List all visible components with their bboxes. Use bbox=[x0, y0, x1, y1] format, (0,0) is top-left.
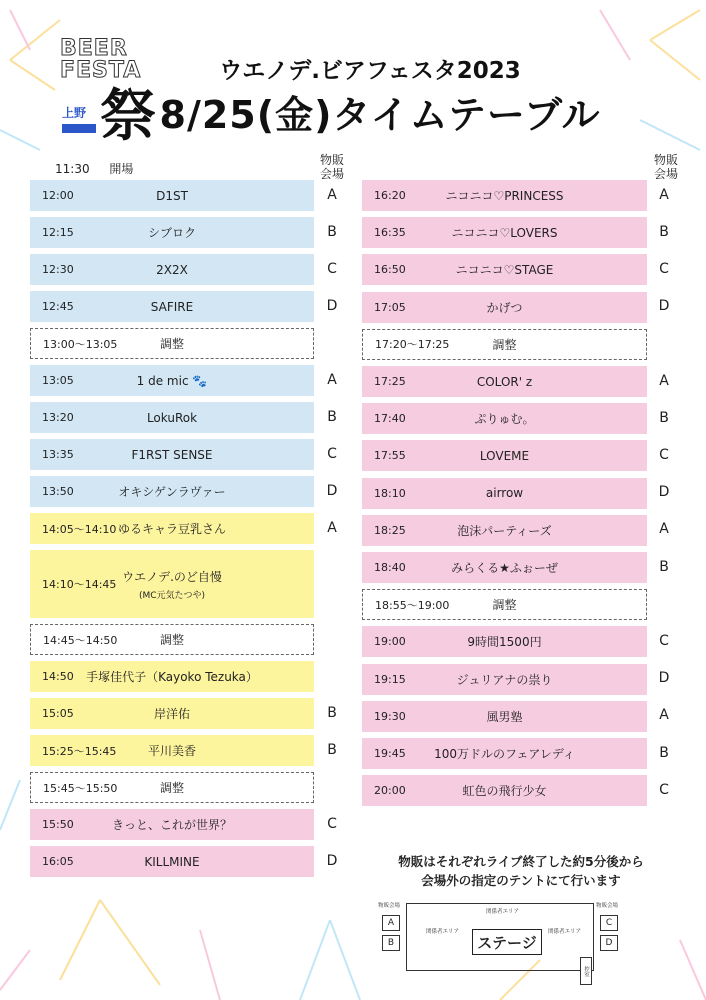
map-waiting-room: 控室 bbox=[580, 957, 592, 985]
performer-name: 調整 bbox=[159, 337, 184, 351]
timetable-title: 8/25(金)タイムテーブル bbox=[159, 93, 601, 137]
performer-name: 9時間1500円 bbox=[467, 635, 542, 650]
right-row bbox=[362, 775, 647, 806]
performer-name: かげつ bbox=[486, 300, 523, 315]
venue-letter: B bbox=[659, 744, 669, 761]
slot-time: 19:45 bbox=[374, 747, 406, 760]
venue-letter: A bbox=[327, 519, 337, 536]
slot-time: 17:55 bbox=[374, 449, 406, 463]
performer-name: 調整 bbox=[492, 337, 517, 352]
opening-label: 開場 bbox=[109, 162, 134, 176]
slot-time: 16:35 bbox=[374, 226, 406, 240]
right-row bbox=[362, 478, 647, 509]
right-row bbox=[362, 440, 647, 471]
venue-letter: D bbox=[658, 298, 670, 315]
performer-name: KILLMINE bbox=[144, 854, 200, 869]
slot-time: 14:50 bbox=[42, 670, 74, 683]
performer-name: D1ST bbox=[156, 188, 188, 203]
slot-time: 13:05 bbox=[42, 374, 74, 387]
left-row bbox=[30, 550, 314, 618]
left-row bbox=[30, 735, 314, 766]
venue-letter: C bbox=[659, 446, 669, 463]
performer-name: airrow bbox=[485, 486, 524, 501]
slot-time: 15:25〜15:45 bbox=[42, 744, 117, 758]
venue-letter: B bbox=[659, 223, 669, 240]
venue-letter: A bbox=[659, 186, 669, 203]
right-row bbox=[362, 217, 647, 248]
left-row bbox=[30, 217, 314, 248]
left-row bbox=[30, 254, 314, 285]
left-row bbox=[30, 772, 314, 803]
performer-name: 泡沫パーティーズ bbox=[457, 523, 552, 538]
right-row bbox=[362, 180, 647, 211]
slot-time: 18:25 bbox=[374, 523, 406, 537]
left-row bbox=[30, 365, 314, 396]
event-title: ウエノデ.ビアフェスタ2023 bbox=[219, 58, 521, 84]
performer-name: ゆるキャラ豆乳さん bbox=[117, 522, 226, 536]
venue-letter: D bbox=[658, 484, 670, 501]
beer-festa-logo bbox=[52, 36, 156, 149]
merch-notice: 物販はそれぞれライブ終了した約5分後から 会場外の指定のテントにて行います bbox=[398, 854, 644, 888]
performer-name: 2X2X bbox=[156, 262, 188, 277]
right-row bbox=[362, 403, 647, 434]
venue-letter: A bbox=[659, 707, 669, 724]
venue-letter: A bbox=[327, 186, 337, 203]
opening-row bbox=[55, 160, 149, 177]
slot-time: 20:00 bbox=[374, 784, 406, 798]
slot-time: 12:00 bbox=[42, 189, 74, 202]
right-row bbox=[362, 589, 647, 620]
performer-name: 1 de mic 🐾 bbox=[136, 373, 208, 388]
venue-letter: D bbox=[326, 482, 338, 499]
left-row bbox=[30, 180, 314, 211]
right-row bbox=[362, 626, 647, 657]
venue-letter: B bbox=[327, 704, 337, 721]
venue-map bbox=[376, 895, 686, 995]
venue-letter: D bbox=[658, 670, 670, 687]
map-staff-top: 関係者エリア bbox=[486, 909, 520, 915]
performer-name: 100万ドルのフェアレディ bbox=[434, 747, 575, 761]
right-row bbox=[362, 254, 647, 285]
performer-name: 調整 bbox=[159, 633, 184, 647]
right-row bbox=[362, 329, 647, 360]
map-stage: ステージ bbox=[472, 929, 542, 955]
slot-time: 18:55〜19:00 bbox=[375, 598, 450, 612]
left-row bbox=[30, 661, 314, 692]
map-venue-left-label: 物販会場 bbox=[378, 903, 401, 909]
logo-bar bbox=[62, 124, 96, 133]
performer-sub: (MC元気たつや) bbox=[138, 590, 206, 601]
left-row bbox=[30, 846, 314, 877]
slot-time: 17:25 bbox=[374, 375, 406, 388]
venue-letter: B bbox=[659, 409, 669, 426]
venue-letter: B bbox=[327, 223, 337, 240]
left-row bbox=[30, 439, 314, 470]
venue-letter: C bbox=[327, 815, 337, 832]
venue-letter: C bbox=[327, 445, 337, 462]
performer-name: ニコニコ♡LOVERS bbox=[451, 226, 558, 241]
slot-time: 13:35 bbox=[42, 448, 74, 461]
venue-letter: A bbox=[659, 521, 669, 538]
slot-time: 13:00〜13:05 bbox=[43, 337, 118, 351]
slot-time: 17:40 bbox=[374, 412, 406, 426]
performer-name: SAFIRE bbox=[150, 299, 194, 314]
slot-time: 12:15 bbox=[42, 226, 74, 239]
logo-kanji: 祭 bbox=[100, 83, 156, 149]
performer-name: ニコニコ♡PRINCESS bbox=[445, 189, 564, 203]
right-row bbox=[362, 701, 647, 732]
slot-time: 17:20〜17:25 bbox=[375, 338, 450, 352]
slot-time: 19:15 bbox=[374, 672, 406, 686]
performer-name: 風男塾 bbox=[486, 709, 523, 724]
performer-name: きっと、これが世界？ bbox=[111, 818, 232, 832]
map-staff-right: 関係者エリア bbox=[548, 929, 582, 935]
slot-time: 19:00 bbox=[374, 635, 406, 649]
right-row bbox=[362, 366, 647, 397]
performer-name: オキシゲンラヴァー bbox=[118, 485, 226, 499]
performer-name: 岸洋佑 bbox=[153, 707, 190, 721]
venue-letter: A bbox=[659, 372, 669, 389]
map-staff-left: 関係者エリア bbox=[426, 929, 460, 935]
performer-name: 平川美香 bbox=[147, 744, 196, 758]
slot-time: 12:45 bbox=[42, 300, 74, 313]
left-row bbox=[30, 624, 314, 655]
performer-name: 手塚佳代子（Kayoko Tezuka） bbox=[86, 670, 258, 684]
slot-time: 19:30 bbox=[374, 709, 406, 723]
venue-letter: B bbox=[659, 558, 669, 575]
slot-time: 16:05 bbox=[42, 855, 74, 868]
slot-time: 14:45〜14:50 bbox=[43, 633, 118, 647]
venue-header-right: 物販 会場 bbox=[654, 153, 679, 181]
slot-time: 16:20 bbox=[374, 189, 406, 202]
slot-time: 13:50 bbox=[42, 485, 74, 498]
slot-time: 15:05 bbox=[42, 707, 74, 720]
performer-name: シブロク bbox=[147, 226, 196, 240]
slot-time: 14:05〜14:10 bbox=[42, 522, 117, 536]
venue-letter: C bbox=[659, 632, 669, 649]
slot-time: 16:50 bbox=[374, 263, 406, 277]
left-row bbox=[30, 476, 314, 507]
venue-letter: B bbox=[327, 741, 337, 758]
left-row bbox=[30, 809, 314, 840]
right-row bbox=[362, 552, 647, 583]
performer-name: F1RST SENSE bbox=[131, 447, 213, 462]
slot-time: 18:10 bbox=[374, 486, 406, 500]
slot-time: 15:50 bbox=[42, 818, 74, 831]
slot-time: 17:05 bbox=[374, 300, 406, 314]
right-row bbox=[362, 738, 647, 769]
venue-letter: A bbox=[327, 371, 337, 388]
left-row bbox=[30, 402, 314, 433]
left-row bbox=[30, 328, 314, 359]
venue-letter: B bbox=[327, 408, 337, 425]
venue-header-left: 物販 会場 bbox=[320, 153, 345, 181]
map-venue-right-label: 物販会場 bbox=[596, 903, 619, 909]
slot-time: 15:45〜15:50 bbox=[43, 781, 118, 795]
left-row bbox=[30, 698, 314, 729]
logo-festa-text: FESTA bbox=[60, 58, 142, 83]
performer-name: COLOR' z bbox=[476, 374, 533, 389]
map-booth-d: D bbox=[600, 935, 618, 951]
venue-letter: C bbox=[659, 260, 669, 277]
slot-time: 12:30 bbox=[42, 263, 74, 276]
slot-time: 18:40 bbox=[374, 561, 406, 574]
performer-name: ジュリアナの祟り bbox=[456, 672, 553, 687]
left-row bbox=[30, 291, 314, 322]
venue-letter: C bbox=[327, 260, 337, 277]
performer-name: 調整 bbox=[159, 781, 184, 795]
performer-name: ぷりゅむ。 bbox=[474, 412, 535, 427]
map-booth-c: C bbox=[600, 915, 618, 931]
slot-time: 13:20 bbox=[42, 411, 74, 424]
performer-name: LokuRok bbox=[146, 410, 198, 425]
logo-small-text: 上野 bbox=[62, 106, 87, 120]
right-row bbox=[362, 292, 647, 323]
venue-letter: C bbox=[659, 781, 669, 798]
left-row bbox=[30, 513, 314, 544]
performer-name: みらくる★ふぉーぜ bbox=[451, 561, 558, 575]
performer-name: ニコニコ♡STAGE bbox=[455, 263, 554, 278]
map-booth-a: A bbox=[382, 915, 400, 931]
performer-name: 調整 bbox=[492, 598, 517, 613]
performer-name: LOVEME bbox=[479, 448, 530, 463]
performer-name: 虹色の飛行少女 bbox=[462, 784, 547, 799]
right-row bbox=[362, 515, 647, 546]
slot-time: 14:10〜14:45 bbox=[42, 578, 117, 591]
performer-name: ウエノデ.のど自慢 bbox=[122, 569, 222, 584]
map-booth-b: B bbox=[382, 935, 400, 951]
venue-letter: D bbox=[326, 297, 338, 314]
venue-letter: D bbox=[326, 852, 338, 869]
opening-time: 11:30 bbox=[55, 162, 90, 176]
logo-beer-text: BEER bbox=[60, 36, 128, 61]
right-row bbox=[362, 664, 647, 695]
